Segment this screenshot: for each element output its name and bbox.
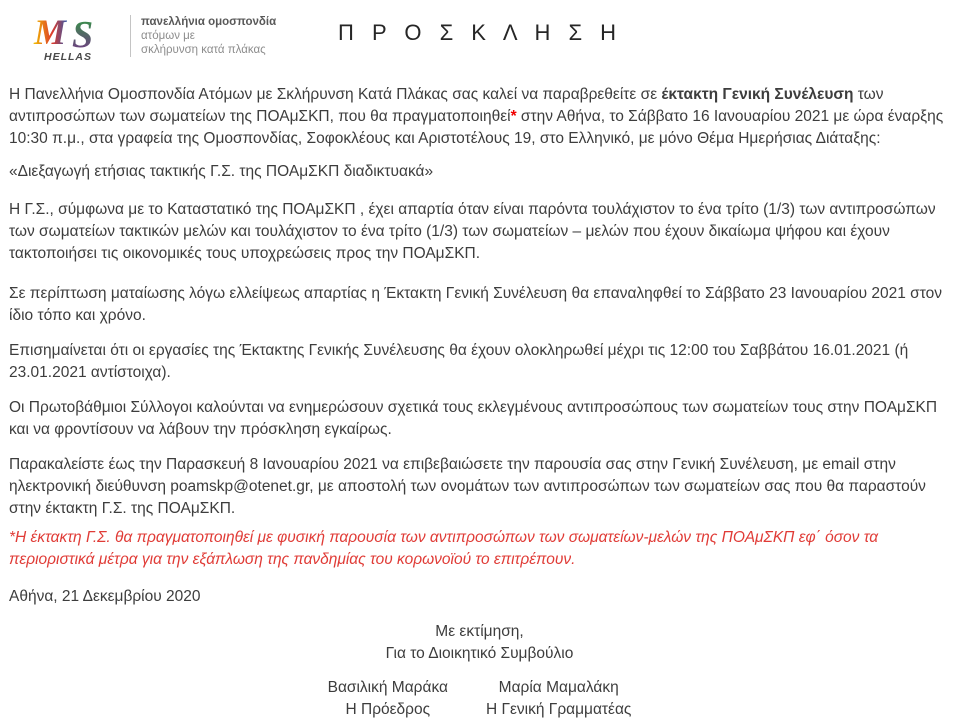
page-title: Π Ρ Ο Σ Κ Λ Η Σ Η bbox=[337, 20, 623, 45]
signature-on-behalf: Για το Διοικητικό Συμβούλιο bbox=[385, 645, 574, 662]
president-name: Βασιλική Μαράκα bbox=[327, 679, 448, 696]
p1-text-b: των αντιπροσώπων των σωματείων της ΠΟΑμΣΚΠ, που θα πραγματοποιηθεί bbox=[9, 86, 884, 125]
document-body bbox=[9, 84, 950, 720]
p1-text-c: στην Αθήνα, το Σάββατο 16 Ιανουαρίου 2021 με ώρα έναρξης 10:30 π.μ., στα γραφεία της Ομοσπονδίας, Σοφοκλέους και Αριστοτέλους 19, στο Ελληνικό, με μόνο Θέμα Ημερήσιας Διάταξης: bbox=[9, 108, 944, 147]
paragraph-confirm-attendance: Παρακαλείστε έως την Παρασκευή 8 Ιανουαρίου 2021 να επιβεβαιώσετε την παρουσία σας στην Γενική Συνέλευση, με email στην ηλεκτρονική διεύθυνση poamskp@otenet.gr, με αποστολή των ονομάτων των αντιπροσώπων των σωματείων σας που θα παραστούν στην έκτακτη Γ.Σ. της ΠΟΑμΣΚΠ. bbox=[9, 456, 926, 517]
paragraph-invitation bbox=[9, 84, 950, 150]
logo-org-line2: ατόμων με bbox=[141, 30, 195, 42]
signature-person-secretary bbox=[486, 677, 631, 720]
secretary-name: Μαρία Μαμαλάκη bbox=[498, 679, 619, 696]
logo-letter-m: M bbox=[34, 12, 67, 52]
p1-bold-extraordinary-assembly: έκτακτη Γενική Συνέλευση bbox=[661, 86, 854, 103]
logo-letter-s: S bbox=[72, 14, 94, 56]
president-role: Η Πρόεδρος bbox=[345, 701, 431, 718]
paragraph-postponement: Σε περίπτωση ματαίωσης λόγω ελλείψεως απαρτίας η Έκτακτη Γενική Συνέλευση θα επαναληφθεί το Σάββατο 23 Ιανουαρίου 2021 στον ίδιο τόπο και χρόνο. bbox=[9, 285, 943, 324]
secretary-role: Η Γενική Γραμματέας bbox=[485, 701, 632, 718]
paragraph-agenda-item: «Διεξαγωγή ετήσιας τακτικής Γ.Σ. της ΠΟΑμΣΚΠ διαδικτυακά» bbox=[9, 163, 434, 180]
paragraph-footnote-red: *Η έκτακτη Γ.Σ. θα πραγματοποιηθεί με φυσική παρουσία των αντιπροσώπων των σωματείων-μελών της ΠΟΑμΣΚΠ εφ΄ όσον τα περιοριστικά μέτρα για την εξάπλωση της πανδημίας του κορωνοϊού το επιτρέπουν. bbox=[9, 529, 879, 568]
signature-block bbox=[9, 621, 950, 720]
p1-text-a: Η Πανελλήνια Ομοσπονδία Ατόμων με Σκλήρυνση Κατά Πλάκας σας καλεί να παραβρεθείτε σε bbox=[9, 86, 662, 103]
footnote-asterisk: * bbox=[510, 108, 517, 125]
logo-hellas-text: HELLAS bbox=[44, 51, 92, 62]
signature-names-row bbox=[9, 677, 950, 720]
signature-person-president bbox=[328, 677, 448, 720]
date-line: Αθήνα, 21 Δεκεμβρίου 2020 bbox=[9, 588, 201, 605]
paragraph-notify-associations: Οι Πρωτοβάθμιοι Σύλλογοι καλούνται να ενημερώσουν σχετικά τους εκλεγμένους αντιπροσώπους των σωματείων τους στην ΠΟΑμΣΚΠ και να φροντίσουν να λάβουν την πρόσκληση εγκαίρως. bbox=[9, 399, 938, 438]
signature-regards: Με εκτίμηση, bbox=[435, 623, 524, 640]
paragraph-quorum: Η Γ.Σ., σύμφωνα με το Καταστατικό της ΠΟΑμΣΚΠ , έχει απαρτία όταν είναι παρόντα τουλάχιστον το ένα τρίτο (1/3) των αντιπροσώπων των σωματείων τακτικών μελών και τουλάχιστον το ένα τρίτο (1/3) των σωματείων – μελών που έχουν δικαίωμα ψήφου και έχουν τακτοποιήσει τις οικονομικές τους υποχρεώσεις προς την ΠΟΑμΣΚΠ. bbox=[9, 201, 936, 262]
logo-org-line3: σκλήρυνση κατά πλάκας bbox=[141, 44, 266, 56]
paragraph-completion-time: Επισημαίνεται ότι οι εργασίες της Έκτακτης Γενικής Συνέλευσης θα έχουν ολοκληρωθεί μέχρι τις 12:00 του Σαββάτου 16.01.2021 (ή 23.01.2021 αντίστοιχα). bbox=[9, 342, 909, 381]
logo-org-line1: πανελλήνια ομοσπονδία bbox=[141, 16, 277, 28]
